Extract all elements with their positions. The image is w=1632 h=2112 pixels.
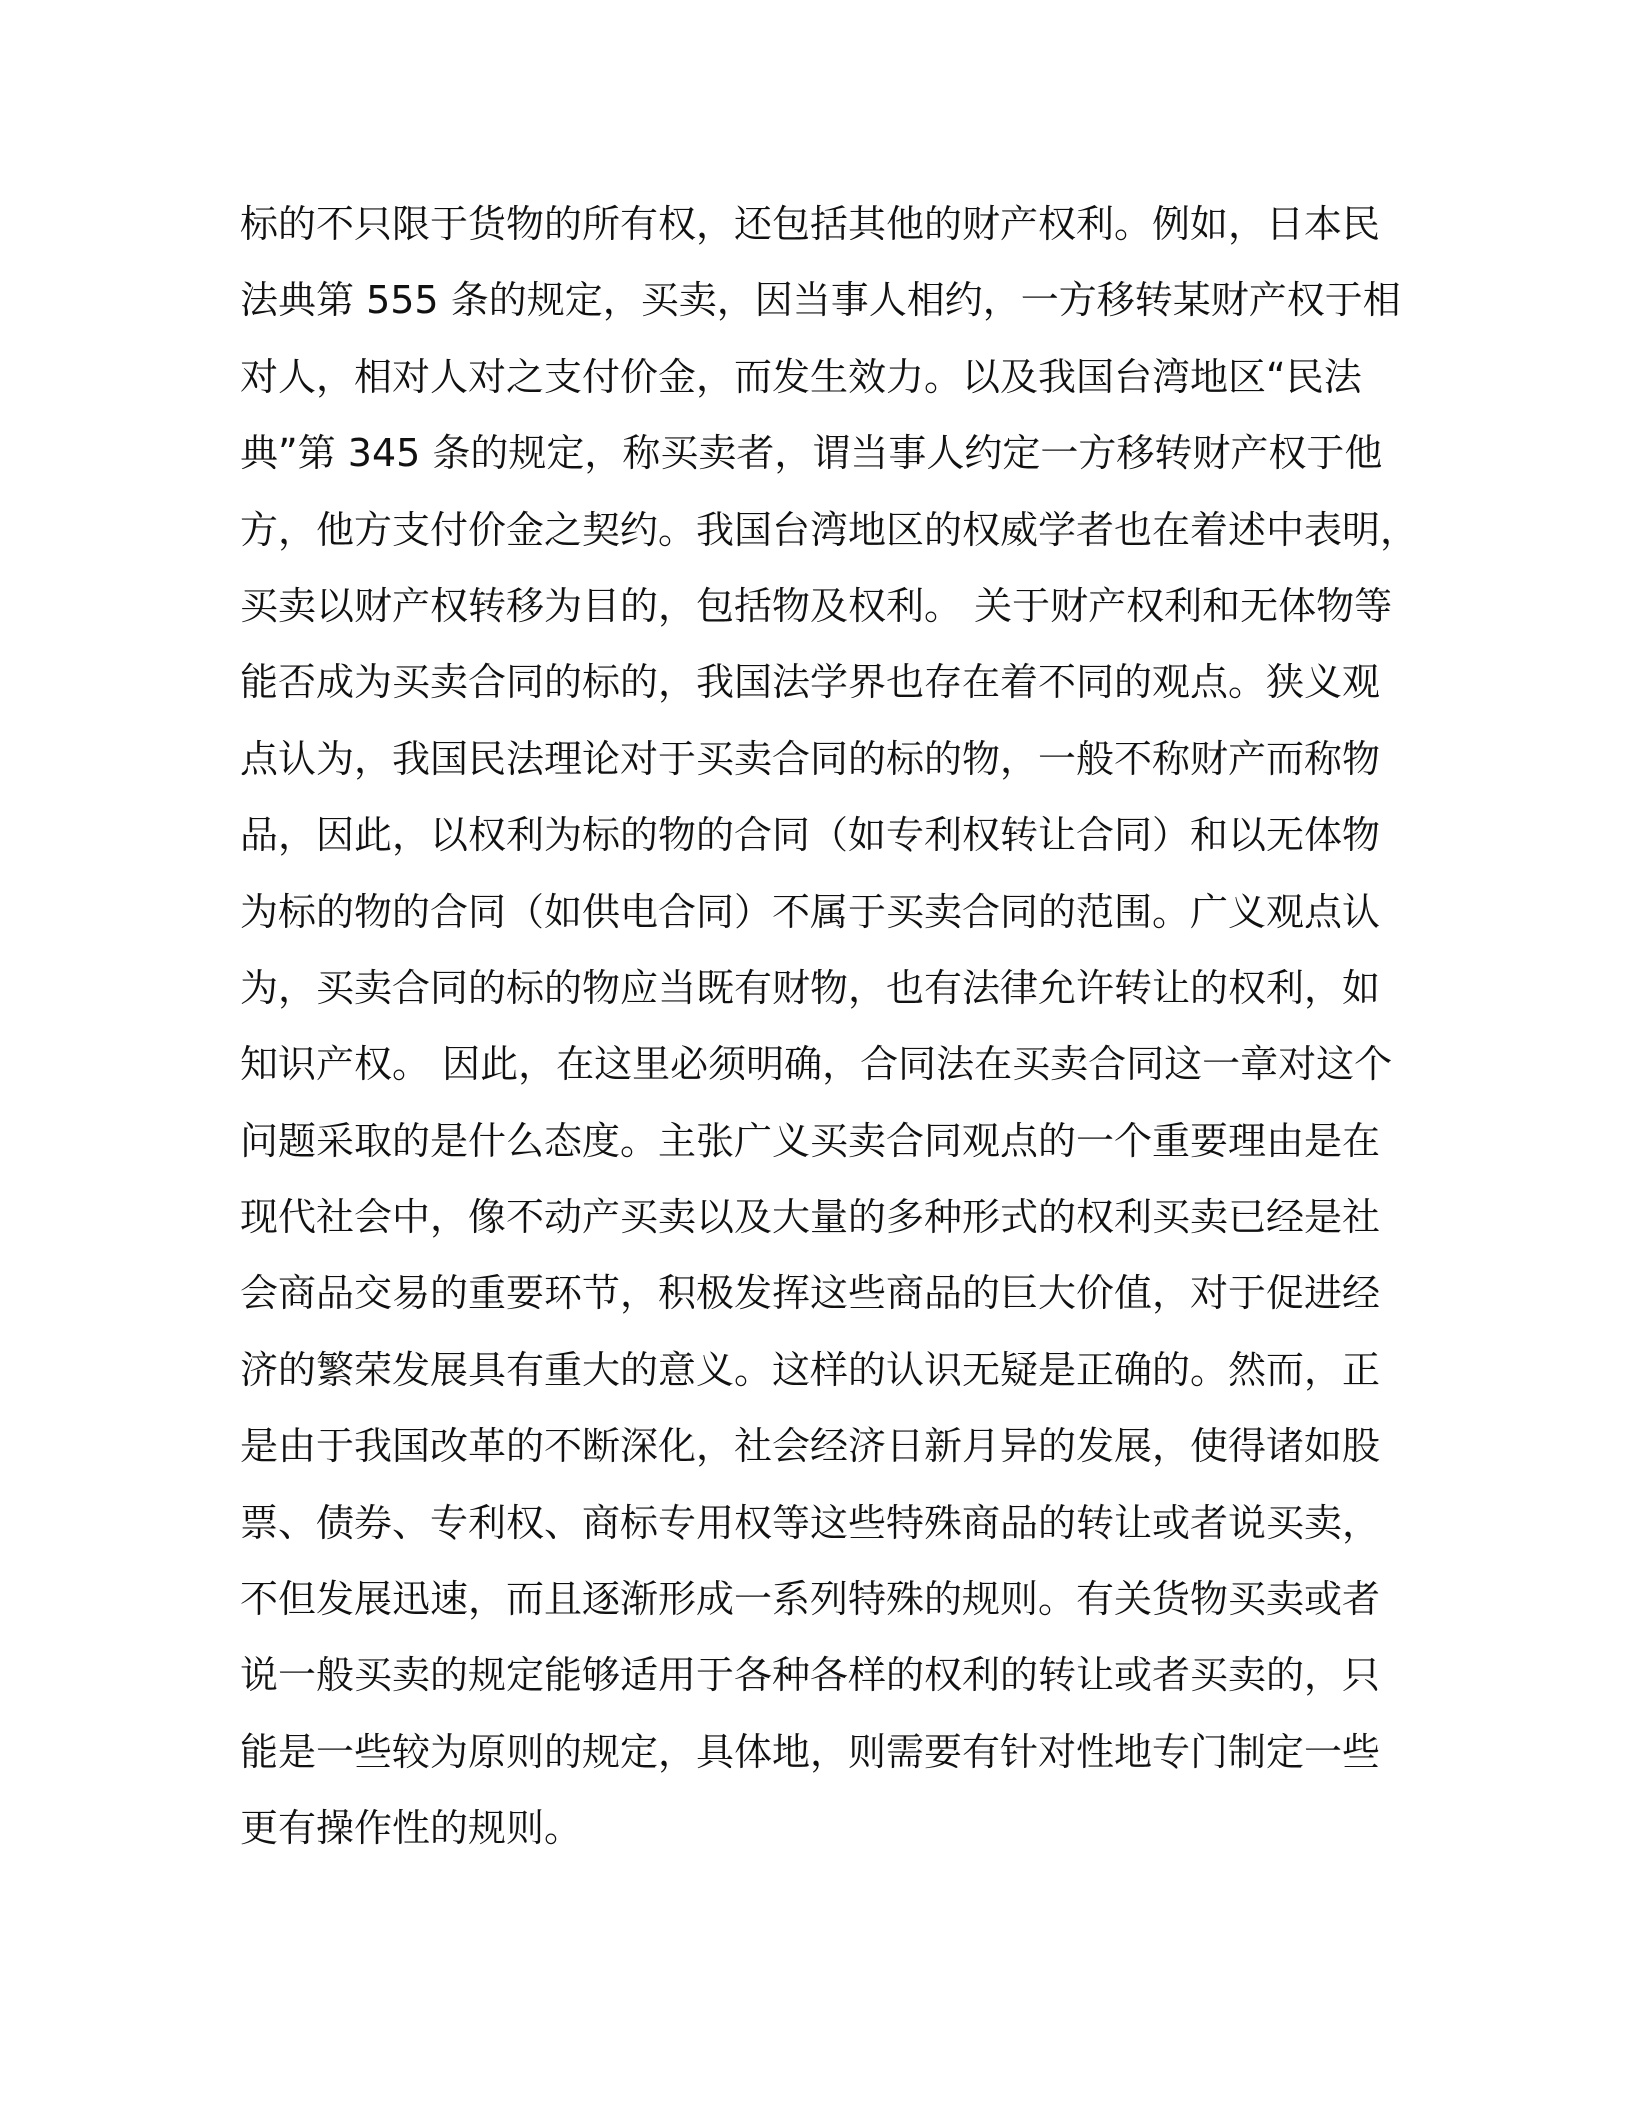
text-line: 现代社会中，像不动产买卖以及大量的多种形式的权利买卖已经是社	[240, 1195, 1381, 1240]
text-line: 问题采取的是什么态度。主张广义买卖合同观点的一个重要理由是在	[240, 1118, 1381, 1163]
text-line: 济的繁荣发展具有重大的意义。这样的认识无疑是正确的。然而，正	[240, 1347, 1381, 1392]
text-line: 为标的物的合同（如供电合同）不属于买卖合同的范围。广义观点认	[240, 889, 1381, 934]
text-line: 知识产权。 因此，在这里必须明确，合同法在买卖合同这一章对这个	[240, 1042, 1393, 1087]
text-line: 方，他方支付价金之契约。我国台湾地区的权威学者也在着述中表明，	[240, 507, 1419, 552]
text-line: 说一般买卖的规定能够适用于各种各样的权利的转让或者买卖的，只	[240, 1653, 1381, 1698]
text-line: 更有操作性的规则。	[240, 1806, 583, 1851]
text-line: 是由于我国改革的不断深化，社会经济日新月异的发展，使得诸如股	[240, 1424, 1381, 1469]
text-line: 典”第 345 条的规定，称买卖者，谓当事人约定一方移转财产权于他	[240, 431, 1383, 476]
text-line: 法典第 555 条的规定，买卖，因当事人相约，一方移转某财产权于相	[240, 278, 1401, 323]
text-line: 不但发展迅速，而且逐渐形成一系列特殊的规则。有关货物买卖或者	[240, 1577, 1381, 1622]
text-line: 能是一些较为原则的规定，具体地，则需要有针对性地专门制定一些	[240, 1729, 1381, 1774]
text-line: 票、债券、专利权、商标专用权等这些特殊商品的转让或者说买卖，	[240, 1500, 1381, 1545]
text-line: 品，因此，以权利为标的物的合同（如专利权转让合同）和以无体物	[240, 813, 1381, 858]
text-line: 会商品交易的重要环节，积极发挥这些商品的巨大价值，对于促进经	[240, 1271, 1381, 1316]
text-line: 为，买卖合同的标的物应当既有财物，也有法律允许转让的权利，如	[240, 965, 1381, 1010]
text-line: 点认为，我国民法理论对于买卖合同的标的物，一般不称财产而称物	[240, 736, 1381, 781]
text-line: 能否成为买卖合同的标的，我国法学界也存在着不同的观点。狭义观	[240, 660, 1381, 705]
text-line: 买卖以财产权转移为目的，包括物及权利。 关于财产权利和无体物等	[240, 583, 1393, 628]
body-paragraph	[240, 186, 1419, 1867]
text-line: 对人，相对人对之支付价金，而发生效力。以及我国台湾地区“民法	[240, 354, 1362, 399]
text-line: 标的不只限于货物的所有权，还包括其他的财产权利。例如，日本民	[240, 202, 1381, 246]
